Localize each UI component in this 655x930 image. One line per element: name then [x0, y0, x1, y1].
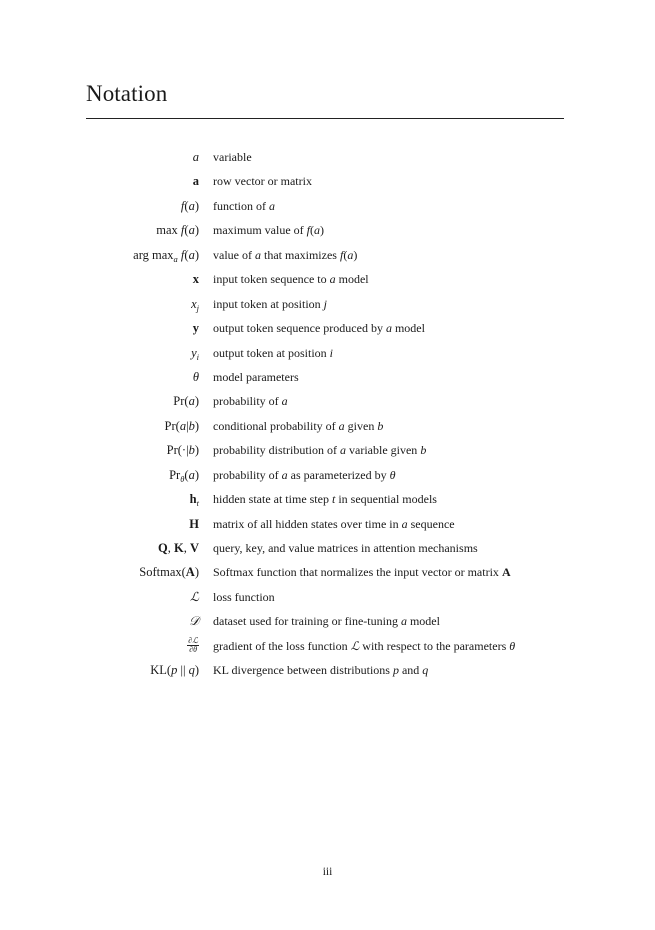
page-title: Notation	[86, 81, 168, 106]
page-number: iii	[322, 866, 333, 878]
notation-description: output token at position i	[213, 345, 334, 360]
notation-description: query, key, and value matrices in attention mechanisms	[213, 541, 478, 555]
notation-description: gradient of the loss function ℒ with respect to the parameters θ	[213, 638, 516, 653]
notation-symbol: $y_i$	[191, 345, 199, 362]
notation-description: Softmax function that normalizes the input vector or matrix A	[213, 565, 511, 580]
notation-row	[0, 220, 655, 244]
notation-row	[0, 171, 655, 195]
notation-symbol: f(a)	[180, 198, 199, 213]
notation-symbol: $Pr_\theta(a)$	[169, 467, 199, 484]
notation-symbol: Pr(a|b)	[164, 418, 199, 433]
notation-symbol: $\frac{\text{∂ℒ}}{\partial\theta}$	[188, 636, 198, 655]
notation-symbol: Softmax(A)	[139, 565, 199, 580]
notation-symbol: a	[192, 150, 199, 164]
notation-row	[0, 440, 655, 464]
notation-symbol: ℒ	[189, 589, 199, 604]
notation-description: matrix of all hidden states over time in a sequence	[213, 516, 455, 531]
notation-symbol: arg $\max_a f(a)$	[133, 247, 199, 264]
notation-symbol: 𝒟	[189, 614, 199, 629]
notation-description: variable	[213, 150, 252, 164]
notation-row	[0, 489, 655, 513]
notation-row	[0, 416, 655, 440]
notation-description: model parameters	[213, 369, 299, 384]
notation-symbol: max f(a)	[156, 223, 199, 238]
notation-symbol: Pr(a)	[173, 394, 199, 409]
notation-row	[0, 538, 655, 562]
notation-symbol: x	[192, 272, 199, 287]
notation-row	[0, 343, 655, 367]
notation-symbol: $h_t$	[189, 492, 199, 509]
notation-description: input token sequence to a model	[213, 272, 369, 287]
notation-row	[0, 367, 655, 391]
notation-row	[0, 147, 655, 171]
notation-symbol: KL(p || q)	[150, 663, 199, 678]
notation-symbol: θ	[192, 369, 199, 384]
notation-row	[0, 514, 655, 538]
notation-table	[0, 147, 655, 685]
notation-symbol: H	[189, 516, 199, 531]
notation-description: probability of a as parameterized by θ	[213, 467, 396, 482]
notation-description: KL divergence between distributions p and q	[213, 663, 429, 678]
notation-row	[0, 465, 655, 489]
notation-row	[0, 660, 655, 684]
notation-description: probability distribution of a variable given b	[213, 443, 427, 458]
title-rule	[86, 118, 564, 119]
notation-symbol: Pr(·|b)	[166, 443, 199, 458]
notation-description: conditional probability of a given b	[213, 418, 384, 433]
notation-row	[0, 269, 655, 293]
notation-description: output token sequence produced by a model	[213, 321, 425, 336]
notation-symbol: Q, K, V	[158, 541, 199, 555]
notation-description: input token at position j	[213, 296, 328, 311]
notation-row	[0, 562, 655, 586]
notation-description: row vector or matrix	[213, 174, 312, 189]
notation-symbol: y	[192, 321, 199, 336]
notation-description: function of a	[213, 198, 275, 213]
notation-row	[0, 294, 655, 318]
notation-symbol: a	[192, 174, 199, 189]
notation-row	[0, 611, 655, 635]
notation-row	[0, 587, 655, 611]
notation-row	[0, 318, 655, 342]
notation-description: probability of a	[213, 394, 288, 409]
notation-row	[0, 636, 655, 660]
notation-description: hidden state at time step t in sequential models	[213, 492, 437, 507]
notation-description: loss function	[213, 589, 275, 604]
notation-description: dataset used for training or fine-tuning a model	[213, 614, 440, 629]
notation-description: maximum value of f(a)	[213, 223, 324, 238]
notation-description: value of a that maximizes f(a)	[213, 247, 358, 262]
notation-row	[0, 245, 655, 269]
notation-row	[0, 196, 655, 220]
notation-row	[0, 391, 655, 415]
notation-symbol: $x_j$	[191, 296, 199, 313]
